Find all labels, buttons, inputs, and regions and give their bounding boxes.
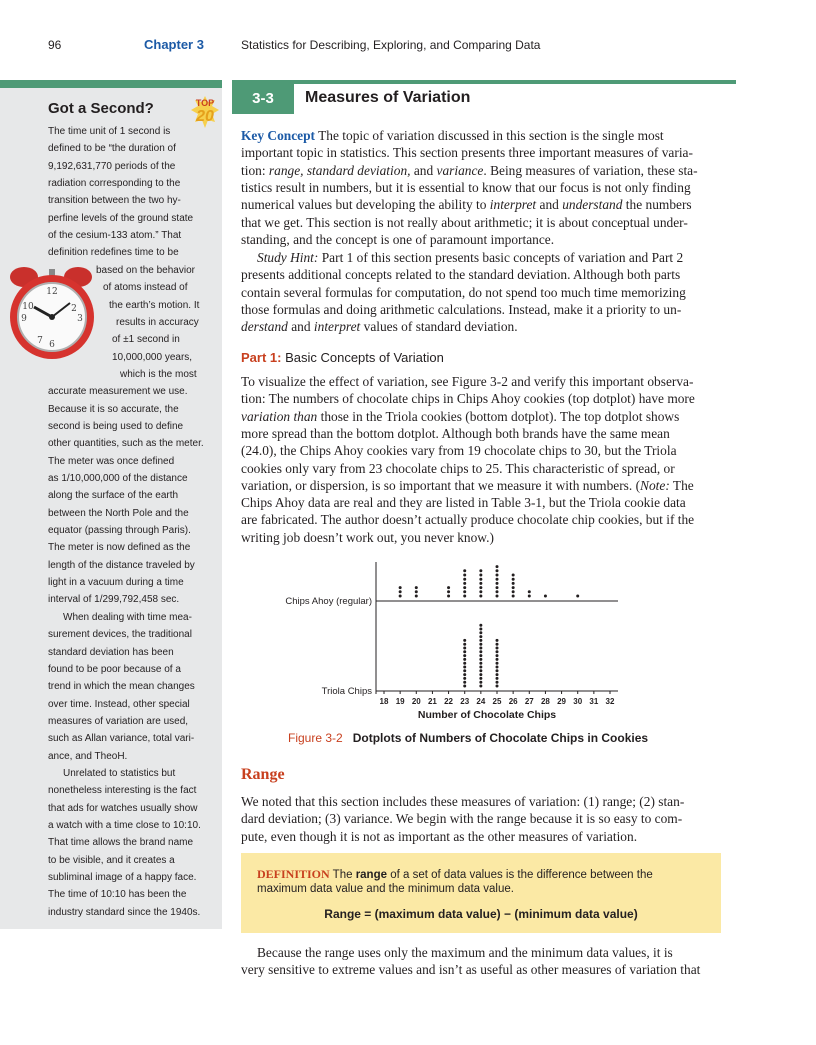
x-tick-label: 31 bbox=[589, 697, 599, 706]
x-tick-label: 26 bbox=[508, 697, 518, 706]
dot-point bbox=[479, 578, 482, 581]
closing-line: very sensitive to extreme values and isn’t as useful as other measures of variation that bbox=[241, 962, 701, 978]
sidebar-text-line: as 1/10,000,000 of the distance bbox=[48, 473, 188, 484]
svg-text:7: 7 bbox=[37, 336, 43, 346]
page-number: 96 bbox=[48, 38, 62, 52]
sidebar-text-line: a watch with a time close to 10:10. bbox=[48, 820, 201, 831]
figure-label: Figure 3-2 bbox=[288, 731, 343, 745]
dot-point bbox=[463, 569, 466, 572]
sidebar-text-line: to be visible, and it creates a bbox=[48, 854, 175, 866]
sidebar-text-line: of atoms instead of bbox=[103, 282, 188, 294]
dot-point bbox=[415, 590, 418, 593]
dot-point bbox=[463, 643, 466, 646]
svg-text:12: 12 bbox=[46, 287, 58, 297]
dot-point bbox=[479, 666, 482, 669]
dot-point bbox=[496, 673, 499, 676]
sidebar-text-line: Unrelated to statistics but bbox=[63, 767, 176, 779]
definition-box bbox=[241, 853, 721, 933]
sidebar-text-line: results in accuracy bbox=[116, 316, 199, 328]
sidebar-text-line: nonetheless interesting is the fact bbox=[48, 785, 197, 797]
range-formula: Range = (maximum data value) − (minimum data value) bbox=[324, 907, 638, 921]
dot-point bbox=[447, 590, 450, 593]
hint-line: contain several formulas for computation, do not spend too much time memorizing bbox=[241, 284, 686, 300]
definition-term: range bbox=[355, 869, 388, 881]
dot-point bbox=[496, 590, 499, 593]
sidebar-text-line: The time of 10:10 has been the bbox=[48, 889, 187, 901]
sidebar-text-line: interval of 1/299,792,458 sec. bbox=[48, 594, 180, 606]
dot-point bbox=[463, 574, 466, 577]
part1-line: variation than those in the Triola cookies (bottom dotplot). The top dotplot shows bbox=[241, 408, 680, 424]
dot-point bbox=[463, 647, 466, 650]
range-heading: Range bbox=[241, 766, 285, 783]
hint-line: those formulas and doing arithmetic calculations. Instead, make it a priority to un- bbox=[241, 301, 682, 317]
definition-label: DEFINITION bbox=[257, 867, 330, 881]
x-tick-label: 29 bbox=[557, 697, 567, 706]
section-accent-bar bbox=[232, 80, 736, 84]
sidebar-text-line: Because it is so accurate, the bbox=[48, 403, 179, 415]
x-tick-label: 30 bbox=[573, 697, 583, 706]
part1-label: Part 1: bbox=[241, 350, 282, 365]
sidebar-text-line: along the surface of the earth bbox=[48, 490, 179, 502]
closing-line: Because the range uses only the maximum and the minimum data values, it is bbox=[257, 945, 673, 960]
dot-point bbox=[512, 582, 515, 585]
part1-line: cookies only vary from 23 chocolate chips to 25. This characteristic of spread, or bbox=[241, 460, 675, 476]
key-concept-label: Key Concept bbox=[241, 128, 316, 143]
chapter-title: Statistics for Describing, Exploring, and Comparing Data bbox=[241, 38, 541, 52]
x-tick-label: 22 bbox=[444, 697, 454, 706]
dot-point bbox=[463, 590, 466, 593]
dot-point bbox=[479, 624, 482, 627]
dot-point bbox=[463, 650, 466, 653]
definition-line-1 bbox=[257, 867, 653, 882]
badge-number-text: 20 bbox=[196, 108, 214, 125]
dot-point bbox=[463, 669, 466, 672]
sidebar-text-line: that ads for watches usually show bbox=[48, 802, 198, 814]
x-tick-label: 28 bbox=[540, 697, 550, 706]
kc-line: important topic in statistics. This section presents three important measures of varia- bbox=[241, 145, 693, 161]
dot-point bbox=[496, 582, 499, 585]
dot-point bbox=[463, 673, 466, 676]
dot-point bbox=[447, 595, 450, 598]
dot-point bbox=[463, 685, 466, 688]
dot-point bbox=[496, 677, 499, 680]
dot-point bbox=[463, 595, 466, 598]
range-line: We noted that this section includes these measures of variation: (1) range; (2) stan- bbox=[241, 794, 685, 809]
dot-point bbox=[463, 658, 466, 661]
dot-point bbox=[528, 595, 531, 598]
dot-point bbox=[496, 666, 499, 669]
sidebar-text-line: subliminal image of a happy face. bbox=[48, 872, 197, 884]
kc-line: tion: range, standard deviation, and variance. Being measures of variation, these sta- bbox=[241, 162, 698, 178]
kc-line: tistics result in numbers, but it is essential to know that our focus is not only finding bbox=[241, 179, 691, 195]
sidebar-text-line: When dealing with time mea- bbox=[63, 611, 192, 623]
dot-point bbox=[479, 650, 482, 653]
range-line: pute, even though it is not as important as the other measures of variation. bbox=[241, 828, 638, 844]
definition-line-2: maximum data value and the minimum data value. bbox=[257, 883, 514, 895]
sidebar-text-line: The meter was once defined bbox=[48, 455, 175, 467]
section-number: 3-3 bbox=[232, 84, 294, 114]
sidebar-text-line: equator (passing through Paris). bbox=[48, 525, 191, 537]
x-tick-label: 19 bbox=[395, 697, 405, 706]
chapter-label: Chapter 3 bbox=[144, 37, 204, 52]
sidebar-text-line: such as Allan variance, total vari- bbox=[48, 733, 195, 745]
dot-point bbox=[479, 658, 482, 661]
definition-text-pre: The bbox=[329, 869, 356, 881]
x-tick-label: 21 bbox=[427, 697, 437, 706]
series-label: Chips Ahoy (regular) bbox=[285, 596, 372, 607]
sidebar-text-line: That time allows the brand name bbox=[48, 837, 194, 849]
dot-point bbox=[447, 586, 450, 589]
sidebar-text-line: light in a vacuum during a time bbox=[48, 577, 184, 589]
hint-line: presents additional concepts related to the standard deviation. Although both parts bbox=[241, 267, 681, 283]
svg-text:9: 9 bbox=[21, 314, 27, 324]
sidebar-text-line: perfine levels of the ground state bbox=[48, 212, 194, 224]
dot-point bbox=[399, 586, 402, 589]
series-label: Triola Chips bbox=[321, 686, 372, 697]
x-axis-label: Number of Chocolate Chips bbox=[417, 709, 557, 721]
sidebar-title: Got a Second? bbox=[48, 100, 154, 117]
part1-line: tion: The numbers of chocolate chips in Chips Ahoy cookies (top dotplot) have more bbox=[241, 391, 695, 407]
part1-line: writing job doesn’t work out, you never know.) bbox=[241, 529, 494, 545]
dot-point bbox=[479, 590, 482, 593]
sidebar-text-line: The time unit of 1 second is bbox=[48, 126, 171, 137]
x-tick-label: 24 bbox=[476, 697, 486, 706]
dot-point bbox=[479, 681, 482, 684]
dot-point bbox=[512, 586, 515, 589]
svg-text:3: 3 bbox=[77, 314, 83, 324]
kc-line: that we get. This section is not really about arithmetic; it is about conceptual under- bbox=[241, 214, 688, 230]
sidebar-text-line: trend in which the mean changes bbox=[48, 681, 195, 693]
dot-point bbox=[496, 586, 499, 589]
part1-line: variation, or dispersion, is so important that we measure it with numbers. (Note: The bbox=[241, 477, 694, 493]
sidebar-text-line: length of the distance traveled by bbox=[48, 559, 195, 571]
dot-point bbox=[479, 586, 482, 589]
dot-point bbox=[479, 574, 482, 577]
dot-point bbox=[463, 582, 466, 585]
sidebar-text-line: the earth’s motion. It bbox=[109, 299, 200, 311]
sidebar-text-line: of the cesium-133 atom.” That bbox=[48, 230, 182, 242]
x-tick-label: 25 bbox=[492, 697, 502, 706]
svg-text:2: 2 bbox=[71, 304, 77, 314]
sidebar-text-line: ance, and TheoH. bbox=[48, 750, 128, 762]
sidebar-text-line: measures of variation are used, bbox=[48, 715, 189, 727]
dot-point bbox=[479, 677, 482, 680]
x-tick-label: 23 bbox=[460, 697, 470, 706]
dot-point bbox=[528, 590, 531, 593]
dot-point bbox=[496, 658, 499, 661]
x-tick-label: 18 bbox=[379, 697, 389, 706]
dot-point bbox=[463, 677, 466, 680]
sidebar-text-line: over time. Instead, other special bbox=[48, 698, 190, 710]
dot-point bbox=[479, 595, 482, 598]
sidebar-text-line: accurate measurement we use. bbox=[48, 386, 188, 398]
sidebar-text-line: 9,192,631,770 periods of the bbox=[48, 160, 176, 172]
dot-point bbox=[479, 662, 482, 665]
dot-point bbox=[496, 565, 499, 568]
part1-heading bbox=[241, 350, 444, 365]
dot-point bbox=[479, 643, 482, 646]
sidebar-text-line: of ±1 second in bbox=[112, 334, 180, 346]
dot-point bbox=[479, 669, 482, 672]
figure-title: Dotplots of Numbers of Chocolate Chips in Cookies bbox=[352, 731, 649, 745]
dot-point bbox=[496, 574, 499, 577]
part1-line: (24.0), the Chips Ahoy cookies vary from 19 chocolate chips to 30, but the Triola bbox=[241, 443, 677, 459]
dot-point bbox=[415, 595, 418, 598]
dot-point bbox=[463, 586, 466, 589]
dot-point bbox=[496, 685, 499, 688]
sidebar-text-line: radiation corresponding to the bbox=[48, 178, 181, 190]
dot-point bbox=[496, 654, 499, 657]
dot-point bbox=[512, 590, 515, 593]
kc-line: standing, and the concept is one of paramount importance. bbox=[241, 231, 555, 247]
dot-point bbox=[463, 662, 466, 665]
dot-point bbox=[512, 595, 515, 598]
part1-line: are fabricated. The author doesn’t actually produce chocolate chip cookies, but if the bbox=[241, 512, 695, 528]
x-tick-label: 20 bbox=[411, 697, 421, 706]
svg-text:6: 6 bbox=[49, 340, 55, 350]
sidebar-text-line: definition redefines time to be bbox=[48, 247, 179, 259]
dotplot-chart bbox=[280, 562, 620, 722]
badge-top-text: TOP bbox=[195, 98, 215, 108]
part1-line: Chips Ahoy data are real and they are listed in Table 3-1, but the Triola cookie data bbox=[241, 495, 686, 511]
sidebar-accent-bar bbox=[0, 80, 222, 88]
dot-point bbox=[463, 666, 466, 669]
dot-point bbox=[479, 685, 482, 688]
dot-point bbox=[496, 681, 499, 684]
top20-badge-icon bbox=[191, 96, 219, 132]
dot-point bbox=[544, 595, 547, 598]
key-concept-line-1 bbox=[241, 127, 721, 144]
dot-point bbox=[496, 639, 499, 642]
dot-point bbox=[399, 595, 402, 598]
hint-line: Study Hint: Part 1 of this section presents basic concepts of variation and Part 2 bbox=[257, 250, 684, 265]
dot-point bbox=[496, 650, 499, 653]
sidebar-text-line: transition between the two hy- bbox=[48, 195, 181, 207]
sidebar-text-line: industry standard since the 1940s. bbox=[48, 906, 201, 918]
dot-point bbox=[479, 569, 482, 572]
dot-point bbox=[576, 595, 579, 598]
dot-point bbox=[496, 647, 499, 650]
dot-point bbox=[496, 669, 499, 672]
key-concept-text: The topic of variation discussed in this section is the single most bbox=[315, 128, 664, 143]
dot-point bbox=[479, 654, 482, 657]
hint-line: derstand and interpret values of standard deviation. bbox=[241, 319, 518, 335]
alarm-clock-icon bbox=[4, 263, 104, 363]
sidebar-text-line: standard deviation has been bbox=[48, 646, 174, 658]
dot-point bbox=[496, 643, 499, 646]
dot-point bbox=[496, 662, 499, 665]
dot-point bbox=[479, 673, 482, 676]
x-tick-label: 27 bbox=[524, 697, 534, 706]
dot-point bbox=[479, 582, 482, 585]
sidebar-text-line: defined to be “the duration of bbox=[48, 143, 176, 155]
svg-text:10: 10 bbox=[22, 302, 34, 312]
sidebar-text-line: The meter is now defined as the bbox=[48, 542, 191, 554]
dot-point bbox=[463, 639, 466, 642]
sidebar-text-line: surement devices, the traditional bbox=[48, 629, 192, 641]
kc-line: numerical values but developing the ability to interpret and understand the numbers bbox=[241, 197, 692, 213]
range-line: dard deviation; (3) variance. We begin with the range because it is so easy to com- bbox=[241, 811, 683, 827]
dot-point bbox=[479, 628, 482, 631]
sidebar-text-line: based on the behavior bbox=[96, 264, 195, 276]
dot-point bbox=[496, 569, 499, 572]
sidebar-text-line: which is the most bbox=[120, 368, 197, 380]
dot-point bbox=[479, 635, 482, 638]
sidebar-text-line: found to be poor because of a bbox=[48, 663, 181, 675]
x-tick-label: 32 bbox=[605, 697, 615, 706]
sidebar-text-line: 10,000,000 years, bbox=[112, 351, 193, 363]
dot-point bbox=[479, 639, 482, 642]
definition-text-post: of a set of data values is the difference between the bbox=[387, 869, 653, 881]
dot-point bbox=[496, 578, 499, 581]
dot-point bbox=[479, 647, 482, 650]
figure-caption bbox=[288, 731, 648, 745]
dot-point bbox=[512, 574, 515, 577]
part1-line: more spread than the bottom dotplot. Although both brands have the same mean bbox=[241, 425, 670, 441]
dot-point bbox=[399, 590, 402, 593]
dot-point bbox=[463, 681, 466, 684]
dot-point bbox=[496, 595, 499, 598]
dot-point bbox=[479, 631, 482, 634]
part1-line: To visualize the effect of variation, see Figure 3-2 and verify this important observa- bbox=[241, 374, 694, 389]
dot-point bbox=[415, 586, 418, 589]
part1-title: Basic Concepts of Variation bbox=[281, 350, 444, 365]
section-title: Measures of Variation bbox=[305, 89, 471, 106]
dot-point bbox=[463, 654, 466, 657]
sidebar-text-line: between the North Pole and the bbox=[48, 507, 189, 519]
dot-point bbox=[463, 578, 466, 581]
dot-point bbox=[512, 578, 515, 581]
sidebar-text-line: other quantities, such as the meter. bbox=[48, 438, 204, 450]
sidebar-text-line: second is being used to define bbox=[48, 420, 184, 432]
